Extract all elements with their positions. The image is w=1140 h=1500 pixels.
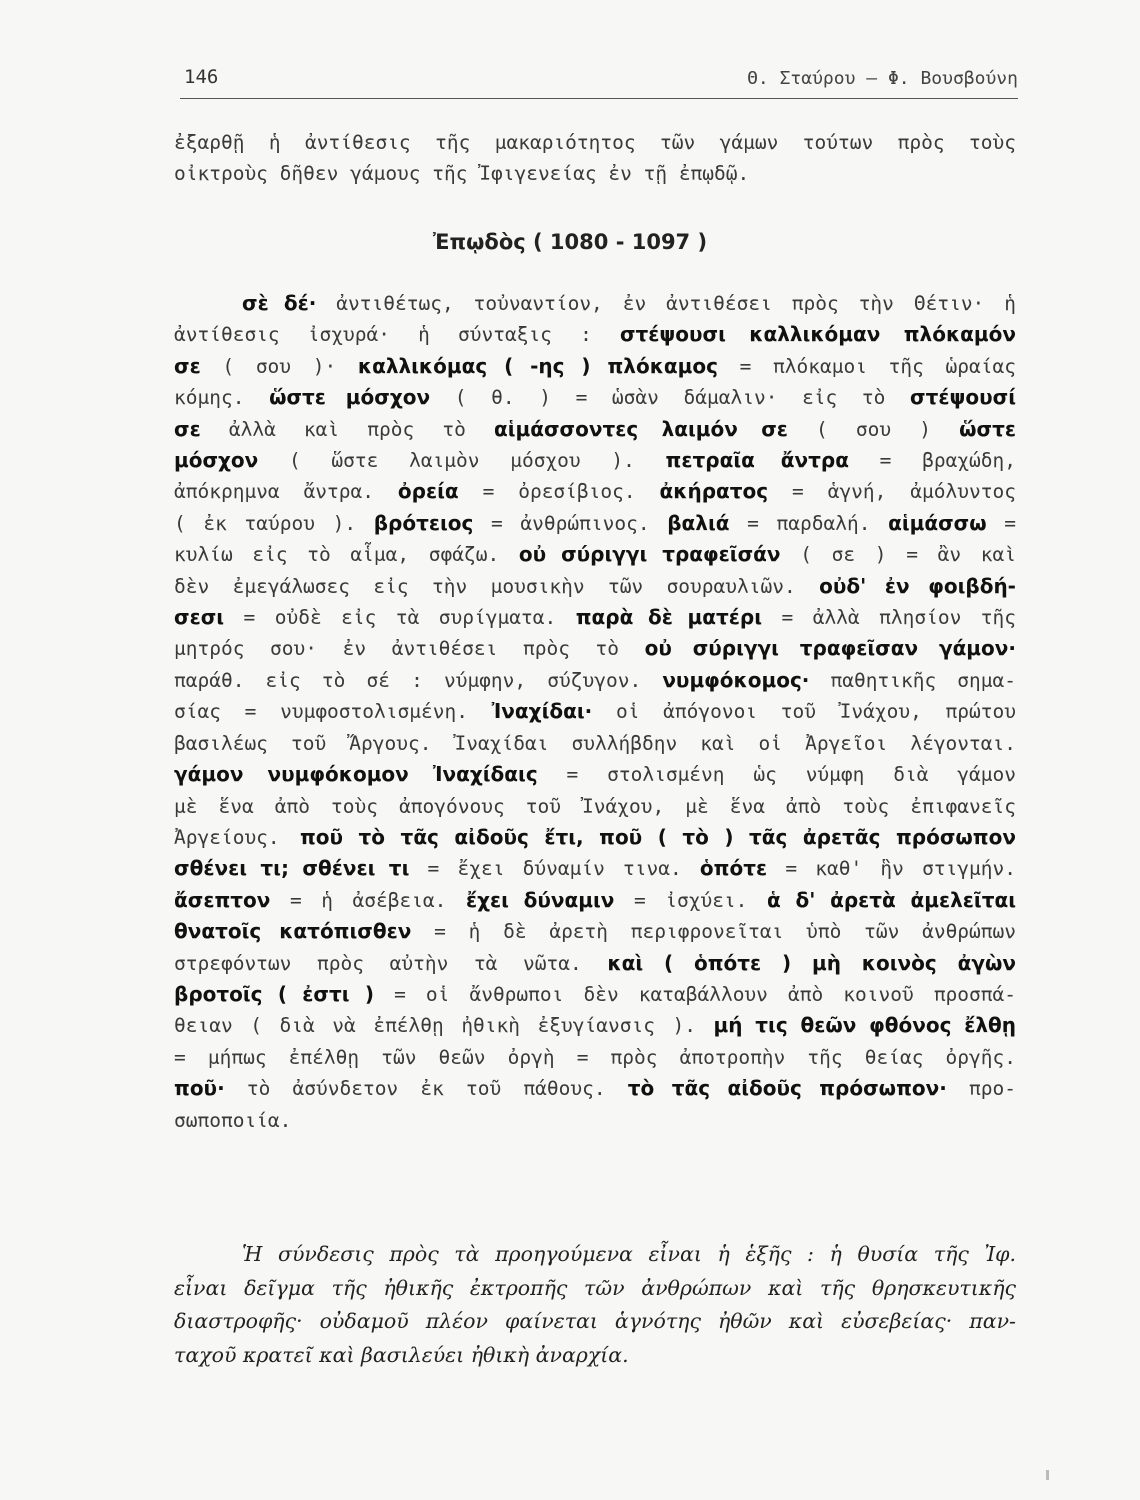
text-line: ποῦ· τὸ ἀσύνδετον ἐκ τοῦ πάθους. τὸ τᾶς αἰδοῦς πρόσωπον· προ- — [174, 1076, 1017, 1101]
text-line: σωποποιία. — [174, 1108, 292, 1132]
running-head — [180, 58, 1018, 99]
text-line: = μήπως ἐπέλθῃ τῶν θεῶν ὀργὴ = πρὸς ἀποτροπὴν τῆς θείας ὀργῆς. — [174, 1045, 1016, 1069]
text-line: σεσι = οὐδὲ εἰς τὰ συρίγματα. παρὰ δὲ ματέρι = ἀλλὰ πλησίον τῆς — [174, 605, 1016, 630]
text-line: μὲ ἕνα ἀπὸ τοὺς ἀπογόνους τοῦ Ἰνάχου, μὲ ἕνα ἀπὸ τοὺς ἐπιφανεῖς — [174, 794, 1016, 818]
text-line: στρεφόντων πρὸς αὐτὴν τὰ νῶτα. καὶ ( ὁπότε ) μὴ κοινὸς ἀγὼν — [174, 950, 1016, 975]
text-line: εἶναι δεῖγμα τῆς ἠθικῆς ἐκτροπῆς τῶν ἀνθρώπων καὶ τῆς θρησκευτικῆς — [174, 1275, 1016, 1300]
section-heading: Ἐπῳδὸς ( 1080 - 1097 ) — [432, 230, 708, 254]
page-number: 146 — [184, 66, 219, 88]
text-line: βροτοῖς ( ἐστι ) = οἱ ἄνθρωποι δὲν καταβάλλουν ἀπὸ κοινοῦ προσπά- — [174, 981, 1016, 1006]
text-line: μητρός σου· ἐν ἀντιθέσει πρὸς τὸ οὐ σύριγγι τραφεῖσαν γάμον· — [174, 636, 1016, 661]
text-line: θνατοῖς κατόπισθεν = ἡ δὲ ἀρετὴ περιφρονεῖται ὑπὸ τῶν ἀνθρώπων — [174, 919, 1017, 944]
text-line: κόμης. ὥστε μόσχον ( θ. ) = ὡσὰν δάμαλιν· εἰς τὸ στέψουσί — [174, 385, 1016, 410]
scan-mark — [1046, 1470, 1049, 1480]
text-line: ταχοῦ κρατεῖ καὶ βασιλεύει ἠθικὴ ἀναρχία. — [174, 1342, 629, 1367]
text-line: σὲ δέ· ἀντιθέτως, τοὐναντίον, ἐν ἀντιθέσει πρὸς τὴν Θέτιν· ἡ — [242, 291, 1016, 315]
text-line: δὲν ἐμεγάλωσες εἰς τὴν μουσικὴν τῶν σουραυλιῶν. οὐδ' ἐν φοιβδή- — [174, 573, 1016, 598]
text-line: σε ( σου )· καλλικόμας ( -ης ) πλόκαμος = πλόκαμοι τῆς ὡραίας — [174, 353, 1016, 378]
text-line: ἄσεπτον = ἡ ἀσέβεια. ἔχει δύναμιν = ἰσχύει. ἁ δ' ἀρετὰ ἀμελεῖται — [174, 887, 1016, 912]
text-line: διαστροφῆς· οὐδαμοῦ πλέον φαίνεται ἁγνότης ἠθῶν καὶ εὐσεβείας· παν- — [174, 1309, 1016, 1333]
summary-paragraph — [174, 1238, 1016, 1372]
text-line: μόσχον ( ὥστε λαιμὸν μόσχου ). πετραῖα ἄντρα = βραχώδη, — [174, 448, 1017, 473]
text-line: Ἡ σύνδεσις πρὸς τὰ προηγούμενα εἶναι ἡ ἑξῆς : ἡ θυσία τῆς Ἰφ. — [242, 1242, 1016, 1266]
text-line: σίας = νυμφοστολισμένη. Ἰναχίδαι· οἱ ἀπόγονοι τοῦ Ἰνάχου, πρώτου — [174, 699, 1016, 724]
text-line: ἀπόκρημνα ἄντρα. ὀρεία = ὀρεσίβιος. ἀκήρατος = ἁγνή, ἀμόλυντος — [174, 479, 1016, 504]
running-head-title: Θ. Σταύρου — Φ. Βουσβούνη — [747, 68, 1018, 89]
text-line: βασιλέως τοῦ Ἄργους. Ἰναχίδαι συλλήβδην καὶ οἱ Ἀργεῖοι λέγονται. — [174, 731, 1016, 755]
intro-paragraph — [174, 128, 1016, 189]
text-line: γάμον νυμφόκομον Ἰναχίδαις = στολισμένη ὡς νύμφη διὰ γάμον — [174, 762, 1017, 787]
text-line: ἀντίθεσις ἰσχυρά· ἡ σύνταξις : στέψουσι καλλικόμαν πλόκαμόν — [174, 322, 1016, 347]
text-line: κυλίω εἰς τὸ αἷμα, σφάζω. οὐ σύριγγι τραφεῖσάν ( σε ) = ἂν καὶ — [174, 542, 1016, 567]
text-line: Ἀργείους. ποῦ τὸ τᾶς αἰδοῦς ἔτι, ποῦ ( τὸ ) τᾶς ἀρετᾶς πρόσωπον — [174, 824, 1016, 849]
text-line: ἐξαρθῇ ἡ ἀντίθεσις τῆς μακαριότητος τῶν γάμων τούτων πρὸς τοὺς — [174, 131, 1016, 154]
text-line: θειαν ( διὰ νὰ ἐπέλθῃ ἠθικὴ ἐξυγίανσις ). μή τις θεῶν φθόνος ἔλθῃ — [174, 1013, 1016, 1038]
commentary-paragraph — [174, 288, 1016, 1136]
text-line: σθένει τι; σθένει τι = ἔχει δύναμίν τινα. ὁπότε = καθ' ἣν στιγμήν. — [174, 856, 1017, 881]
text-line: οἰκτροὺς δῆθεν γάμους τῆς Ἰφιγενείας ἐν τῇ ἐπῳδῷ. — [174, 161, 750, 185]
text-line: παράθ. εἰς τὸ σέ : νύμφην, σύζυγον. νυμφόκομος· παθητικῆς σημα- — [174, 667, 1017, 692]
text-line: ( ἐκ ταύρου ). βρότειος = ἀνθρώπινος. βαλιά = παρδαλή. αἱμάσσω = — [174, 510, 1017, 535]
text-line: σε ἀλλὰ καὶ πρὸς τὸ αἱμάσσοντες λαιμόν σε ( σου ) ὥστε — [174, 416, 1016, 441]
